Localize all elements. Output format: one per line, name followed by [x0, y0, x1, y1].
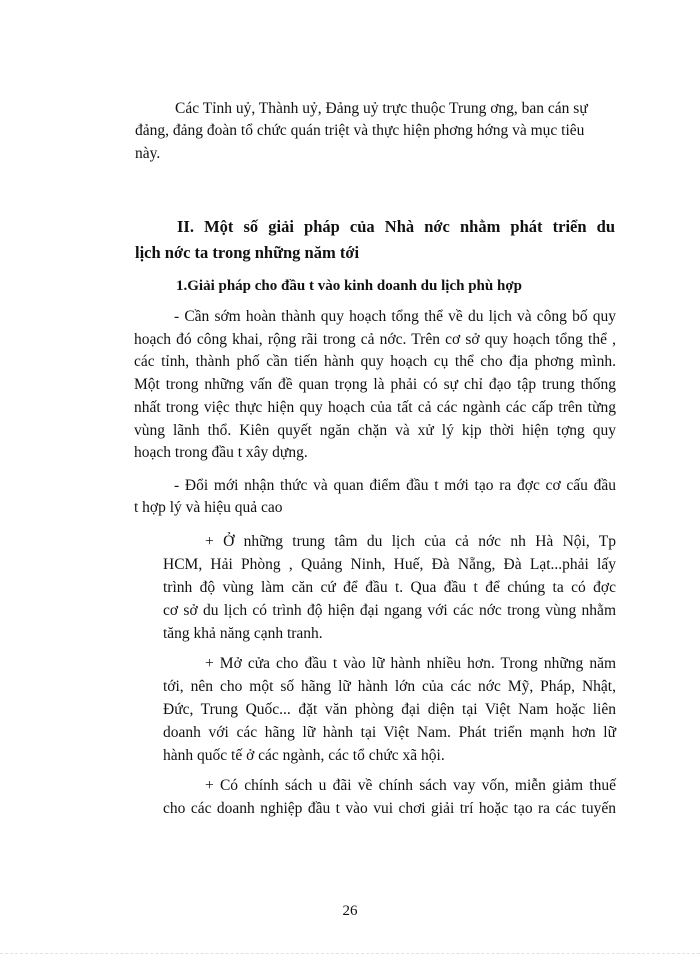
section-heading: [135, 214, 615, 266]
text-line: - Đổi mới nhận thức và quan điểm đầu t mới tạo ra đợc cơ cấu đầu: [174, 477, 616, 494]
paragraph-investment-awareness: [134, 475, 616, 520]
page-bottom-divider: [0, 953, 700, 954]
text-line: tăng khả năng cạnh tranh.: [163, 625, 323, 642]
bullet-travel-agencies: [163, 652, 616, 767]
text-line: này.: [135, 144, 161, 162]
bullet-tourism-centers: [163, 530, 616, 645]
text-line: + Mở cửa cho đầu t vào lữ hành nhiều hơn. Trong những năm: [205, 655, 616, 672]
text-line: + Có chính sách u đãi về chính sách vay vốn, miễn giảm thuế: [205, 777, 616, 794]
text-line: Một trong những vấn đề quan trọng là phải có sự chỉ đạo tập trung thống: [134, 376, 616, 394]
text-line: Đức, Trung Quốc... đặt văn phòng đại diện tại Việt Nam hoặc liên: [163, 701, 616, 718]
text-line: + Ở những trung tâm du lịch của cả nớc nh Hà Nội, Tp: [205, 533, 616, 550]
heading-line: lịch nớc ta trong những năm tới: [135, 243, 360, 262]
heading-line: II. Một số giải pháp của Nhà nớc nhằm phát triển du: [177, 217, 615, 236]
text-line: cho các doanh nghiệp đầu t vào vui chơi giải trí hoặc tạo ra các tuyến: [163, 800, 616, 817]
text-line: tới, nên cho một số hãng lữ hành lớn của các nớc Mỹ, Pháp, Nhật,: [163, 678, 616, 695]
paragraph-planning: [134, 306, 616, 465]
text-line: các tỉnh, thành phố cần tiến hành quy hoạch cụ thể cho địa phơng mình.: [134, 353, 616, 371]
text-line: doanh với các hãng lữ hành tại Việt Nam. Phát triển mạnh hơn lữ: [163, 724, 616, 741]
bullet-incentives: [163, 774, 616, 820]
subheading-line: 1.Giải pháp cho đầu t vào kinh doanh du lịch phù hợp: [176, 278, 522, 294]
text-line: đảng, đảng đoàn tổ chức quán triệt và thực hiện phơng hớng và mục tiêu: [135, 122, 585, 140]
text-line: vùng lãnh thổ. Kiên quyết ngăn chặn và xử lý kịp thời hiện tợng quy: [134, 421, 616, 439]
text-line: trình độ vùng làm căn cứ để đầu t. Qua đầu t để chúng ta có đợc: [163, 579, 616, 596]
text-line: cơ sở du lịch có trình độ hiện đại ngang với các nớc trong vùng nhằm: [163, 602, 616, 619]
page-number: 26: [342, 903, 358, 919]
text-line: - Cần sớm hoàn thành quy hoạch tổng thể về du lịch và công bố quy: [174, 308, 616, 325]
text-line: hành quốc tế ở các ngành, các tổ chức xã hội.: [163, 747, 445, 764]
text-line: hoạch trong đầu t xây dựng.: [134, 444, 308, 462]
paragraph-intro: [135, 98, 615, 165]
text-line: hoạch đó công khai, rộng rãi trong cả nớc. Trên cơ sở quy hoạch tổng thể ,: [134, 330, 616, 348]
subsection-heading: [176, 275, 616, 297]
text-line: t hợp lý và hiệu quả cao: [134, 499, 283, 517]
text-line: nhất trong việc thực hiện quy hoạch của tất cả các ngành các cấp trên từng: [134, 398, 616, 416]
text-line: HCM, Hải Phòng , Quảng Ninh, Huế, Đà Nẵng, Đà Lạt...phải lấy: [163, 556, 616, 573]
text-line: Các Tỉnh uỷ, Thành uỷ, Đảng uỷ trực thuộc Trung ơng, ban cán sự: [175, 100, 588, 117]
